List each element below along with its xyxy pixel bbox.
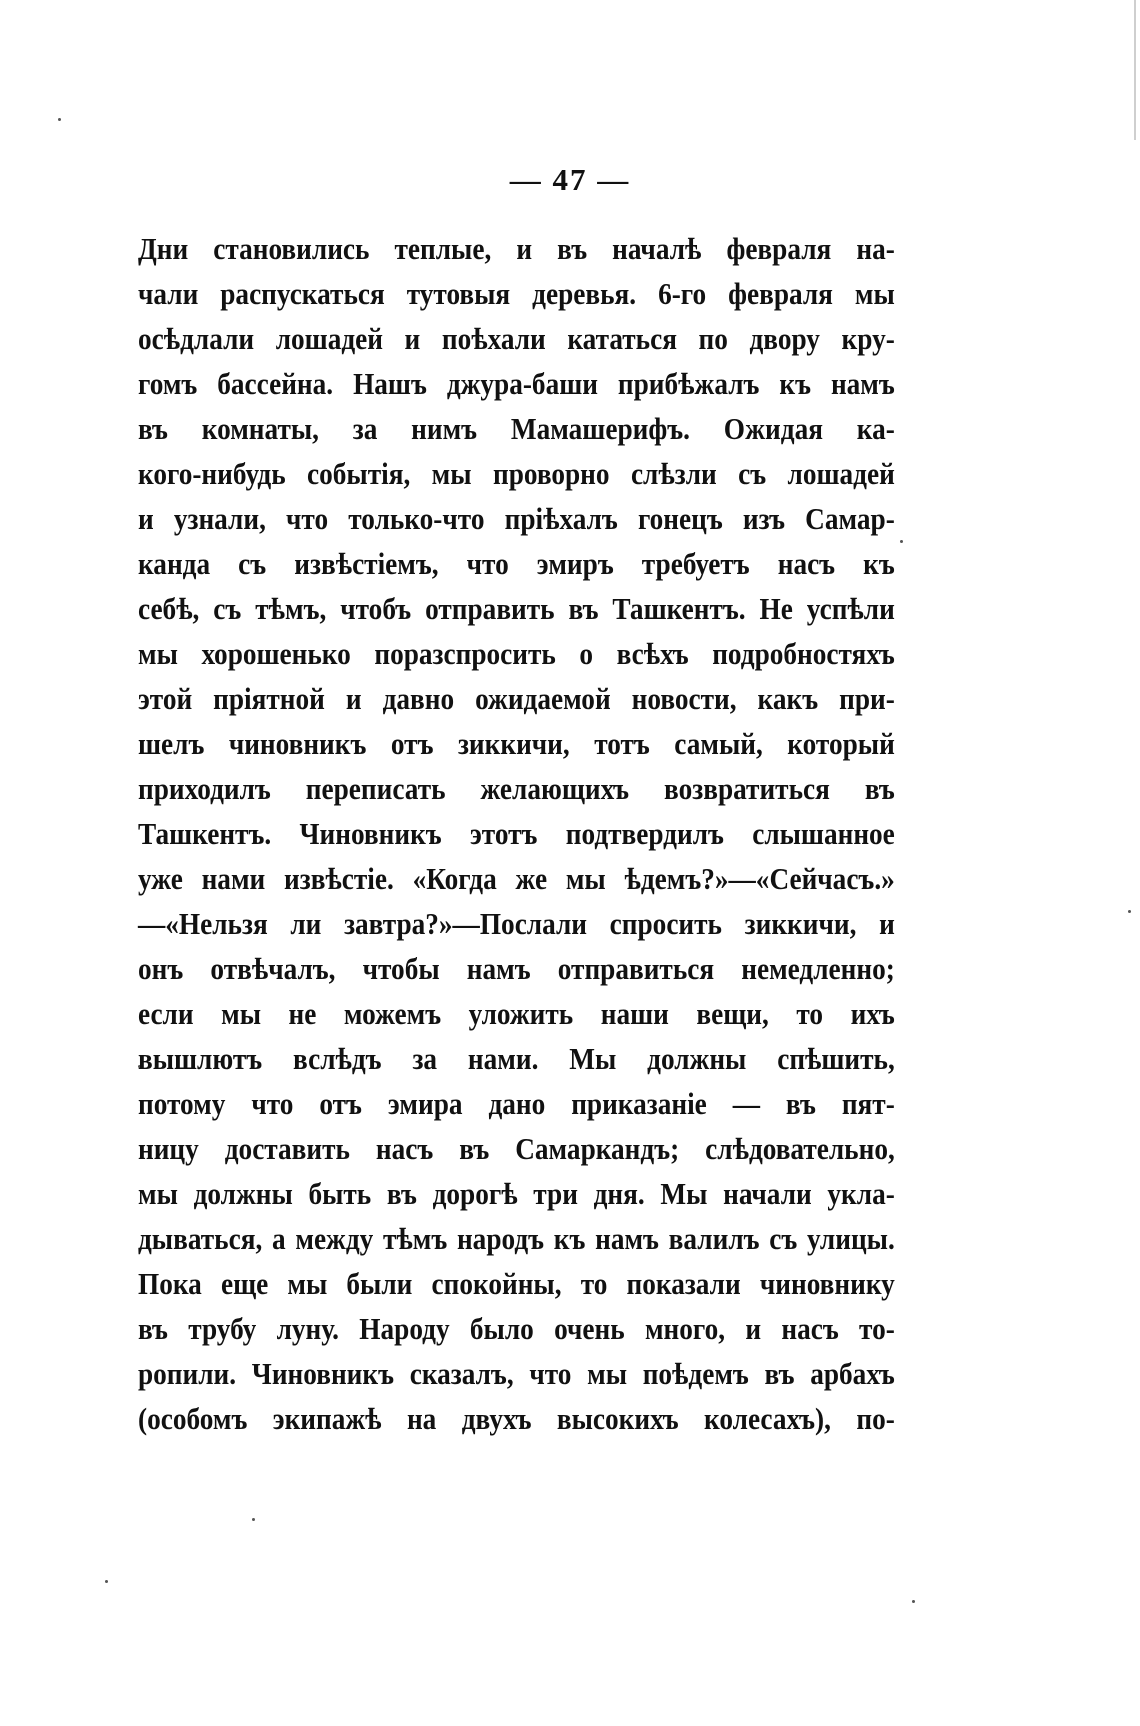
scan-speck [1128, 910, 1131, 913]
scan-speck [58, 118, 61, 121]
scan-speck [252, 1518, 255, 1521]
text-line: себѣ, съ тѣмъ, чтобъ отправить въ Ташкентъ. Не успѣли [138, 591, 895, 626]
text-line: этой пріятной и давно ожидаемой новости, какъ при- [138, 681, 895, 716]
text-line: приходилъ переписать желающихъ возвратиться въ [138, 771, 895, 806]
scan-speck [900, 540, 903, 543]
text-line: уже нами извѣстіе. «Когда же мы ѣдемъ?»—«Сейчасъ.» [138, 861, 895, 896]
text-line: въ комнаты, за нимъ Мамашерифъ. Ожидая ка- [138, 411, 895, 446]
text-line: Пока еще мы были спокойны, то показали чиновнику [138, 1266, 895, 1301]
text-line: кого-нибудь событія, мы проворно слѣзли съ лошадей [138, 456, 895, 491]
scan-speck [105, 1580, 108, 1583]
text-line: и узнали, что только-что пріѣхалъ гонецъ изъ Самар- [138, 501, 895, 536]
text-line: ропили. Чиновникъ сказалъ, что мы поѣдемъ въ арбахъ [138, 1356, 895, 1391]
text-line: чали распускаться тутовыя деревья. 6-го февраля мы [138, 276, 895, 311]
text-line: канда съ извѣстіемъ, что эмиръ требуетъ насъ къ [138, 546, 895, 581]
text-line: вышлютъ вслѣдъ за нами. Мы должны спѣшить, [138, 1041, 895, 1076]
text-line: въ трубу луну. Народу было очень много, и насъ то- [138, 1311, 895, 1346]
scan-speck [912, 1600, 915, 1603]
text-line: осѣдлали лошадей и поѣхали кататься по двору кру- [138, 321, 895, 356]
text-line: Ташкентъ. Чиновникъ этотъ подтвердилъ слышанное [138, 816, 895, 851]
body-text [138, 226, 895, 1441]
text-line: ницу доставить насъ въ Самаркандъ; слѣдовательно, [138, 1131, 895, 1166]
text-line: дываться, а между тѣмъ народъ къ намъ валилъ съ улицы. [138, 1221, 895, 1256]
text-line: онъ отвѣчалъ, чтобы намъ отправиться немедленно; [138, 951, 895, 986]
text-line: гомъ бассейна. Нашъ джура-баши прибѣжалъ къ намъ [138, 366, 895, 401]
page-number: — 47 — [509, 162, 631, 197]
text-line: —«Нельзя ли завтра?»—Послали спросить зиккичи, и [138, 906, 895, 941]
text-line: шелъ чиновникъ отъ зиккичи, тотъ самый, который [138, 726, 895, 761]
text-line: Дни становились теплые, и въ началѣ февраля на- [138, 231, 895, 266]
text-line: (особомъ экипажѣ на двухъ высокихъ колесахъ), по- [138, 1401, 895, 1436]
text-line: мы хорошенько поразспросить о всѣхъ подробностяхъ [138, 636, 895, 671]
scan-edge-rule [1134, 0, 1136, 140]
text-line: потому что отъ эмира дано приказаніе — въ пят- [138, 1086, 895, 1121]
text-line: мы должны быть въ дорогѣ три дня. Мы начали укла- [138, 1176, 895, 1211]
text-line: если мы не можемъ уложить наши вещи, то ихъ [138, 996, 895, 1031]
